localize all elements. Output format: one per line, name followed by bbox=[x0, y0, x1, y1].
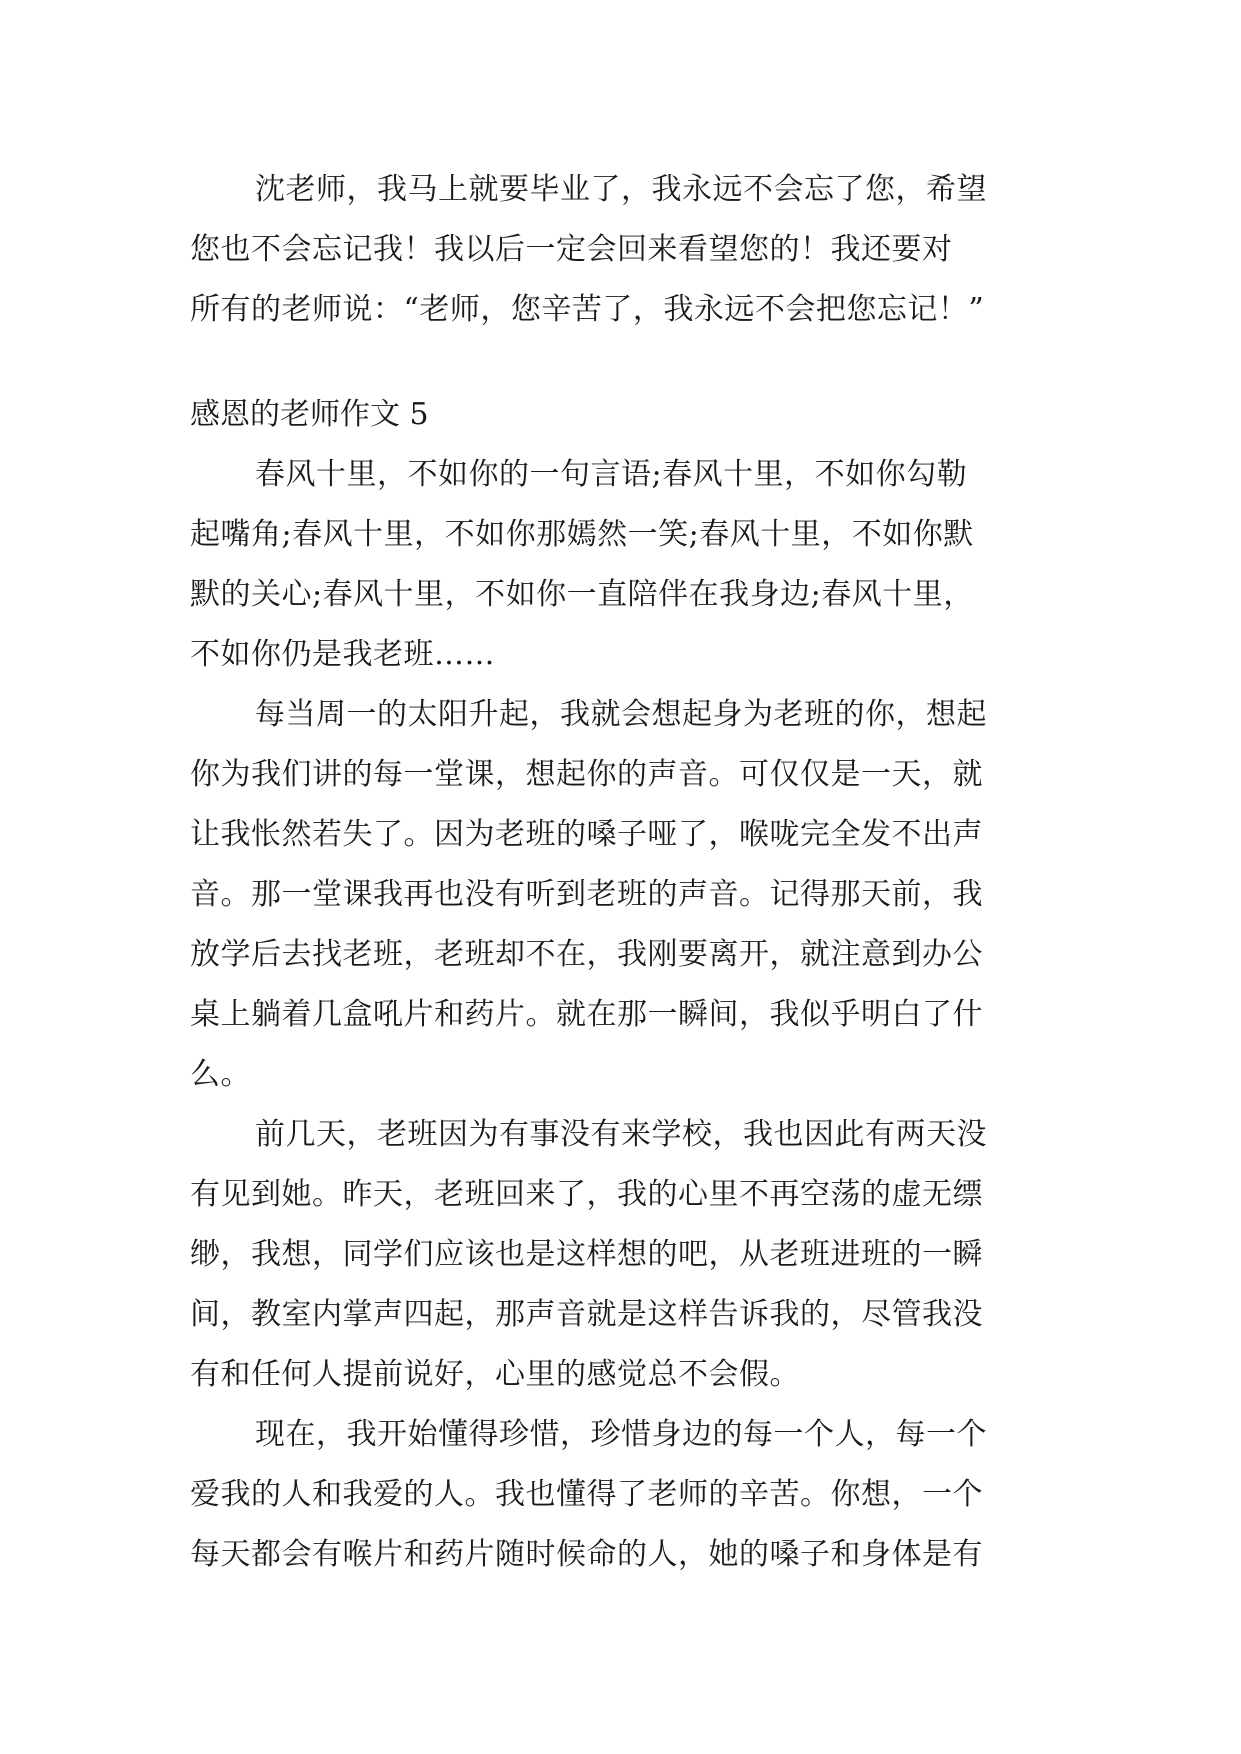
text-line: 沈老师，我马上就要毕业了，我永远不会忘了您，希望 bbox=[255, 172, 987, 207]
text-line: 间，教室内掌声四起，那声音就是这样告诉我的，尽管我没 bbox=[190, 1297, 983, 1332]
text-line: 你为我们讲的每一堂课，想起你的声音。可仅仅是一天，就 bbox=[190, 757, 983, 792]
text-line: 么。 bbox=[190, 1057, 251, 1092]
text-line: 有和任何人提前说好，心里的感觉总不会假。 bbox=[190, 1357, 800, 1392]
text-line: 春风十里，不如你的一句言语;春风十里，不如你勾勒 bbox=[255, 457, 968, 492]
text-line: 音。那一堂课我再也没有听到老班的声音。记得那天前，我 bbox=[190, 877, 983, 912]
paragraph-closing bbox=[190, 160, 1060, 340]
text-line: 让我怅然若失了。因为老班的嗓子哑了，喉咙完全发不出声 bbox=[190, 817, 983, 852]
paragraph-2 bbox=[190, 685, 1060, 1105]
text-line: 缈，我想，同学们应该也是这样想的吧，从老班进班的一瞬 bbox=[190, 1237, 983, 1272]
text-line: 每天都会有喉片和药片随时候命的人，她的嗓子和身体是有 bbox=[190, 1537, 983, 1572]
essay-heading: 感恩的老师作文 5 bbox=[190, 397, 429, 432]
text-line: 前几天，老班因为有事没有来学校，我也因此有两天没 bbox=[255, 1117, 987, 1152]
paragraph-3 bbox=[190, 1105, 1060, 1405]
text-line: 您也不会忘记我！我以后一定会回来看望您的！我还要对 bbox=[190, 232, 953, 267]
text-line: 有见到她。昨天，老班回来了，我的心里不再空荡的虚无缥 bbox=[190, 1177, 983, 1212]
text-line: 不如你仍是我老班…… bbox=[190, 637, 495, 672]
text-line: 桌上躺着几盒吼片和药片。就在那一瞬间，我似乎明白了什 bbox=[190, 997, 983, 1032]
text-line: 所有的老师说：“老师，您辛苦了，我永远不会把您忘记！” bbox=[190, 292, 985, 327]
text-line: 放学后去找老班，老班却不在，我刚要离开，就注意到办公 bbox=[190, 937, 983, 972]
text-line: 现在，我开始懂得珍惜，珍惜身边的每一个人，每一个 bbox=[255, 1417, 987, 1452]
text-line: 起嘴角;春风十里，不如你那嫣然一笑;春风十里，不如你默 bbox=[190, 517, 974, 552]
paragraph-1 bbox=[190, 445, 1060, 685]
text-line: 每当周一的太阳升起，我就会想起身为老班的你，想起 bbox=[255, 697, 987, 732]
paragraph-4 bbox=[190, 1405, 1060, 1585]
document-page bbox=[190, 160, 1060, 1585]
spacer bbox=[190, 340, 1060, 385]
text-line: 默的关心;春风十里，不如你一直陪伴在我身边;春风十里， bbox=[190, 577, 974, 612]
text-line: 爱我的人和我爱的人。我也懂得了老师的辛苦。你想，一个 bbox=[190, 1477, 983, 1512]
